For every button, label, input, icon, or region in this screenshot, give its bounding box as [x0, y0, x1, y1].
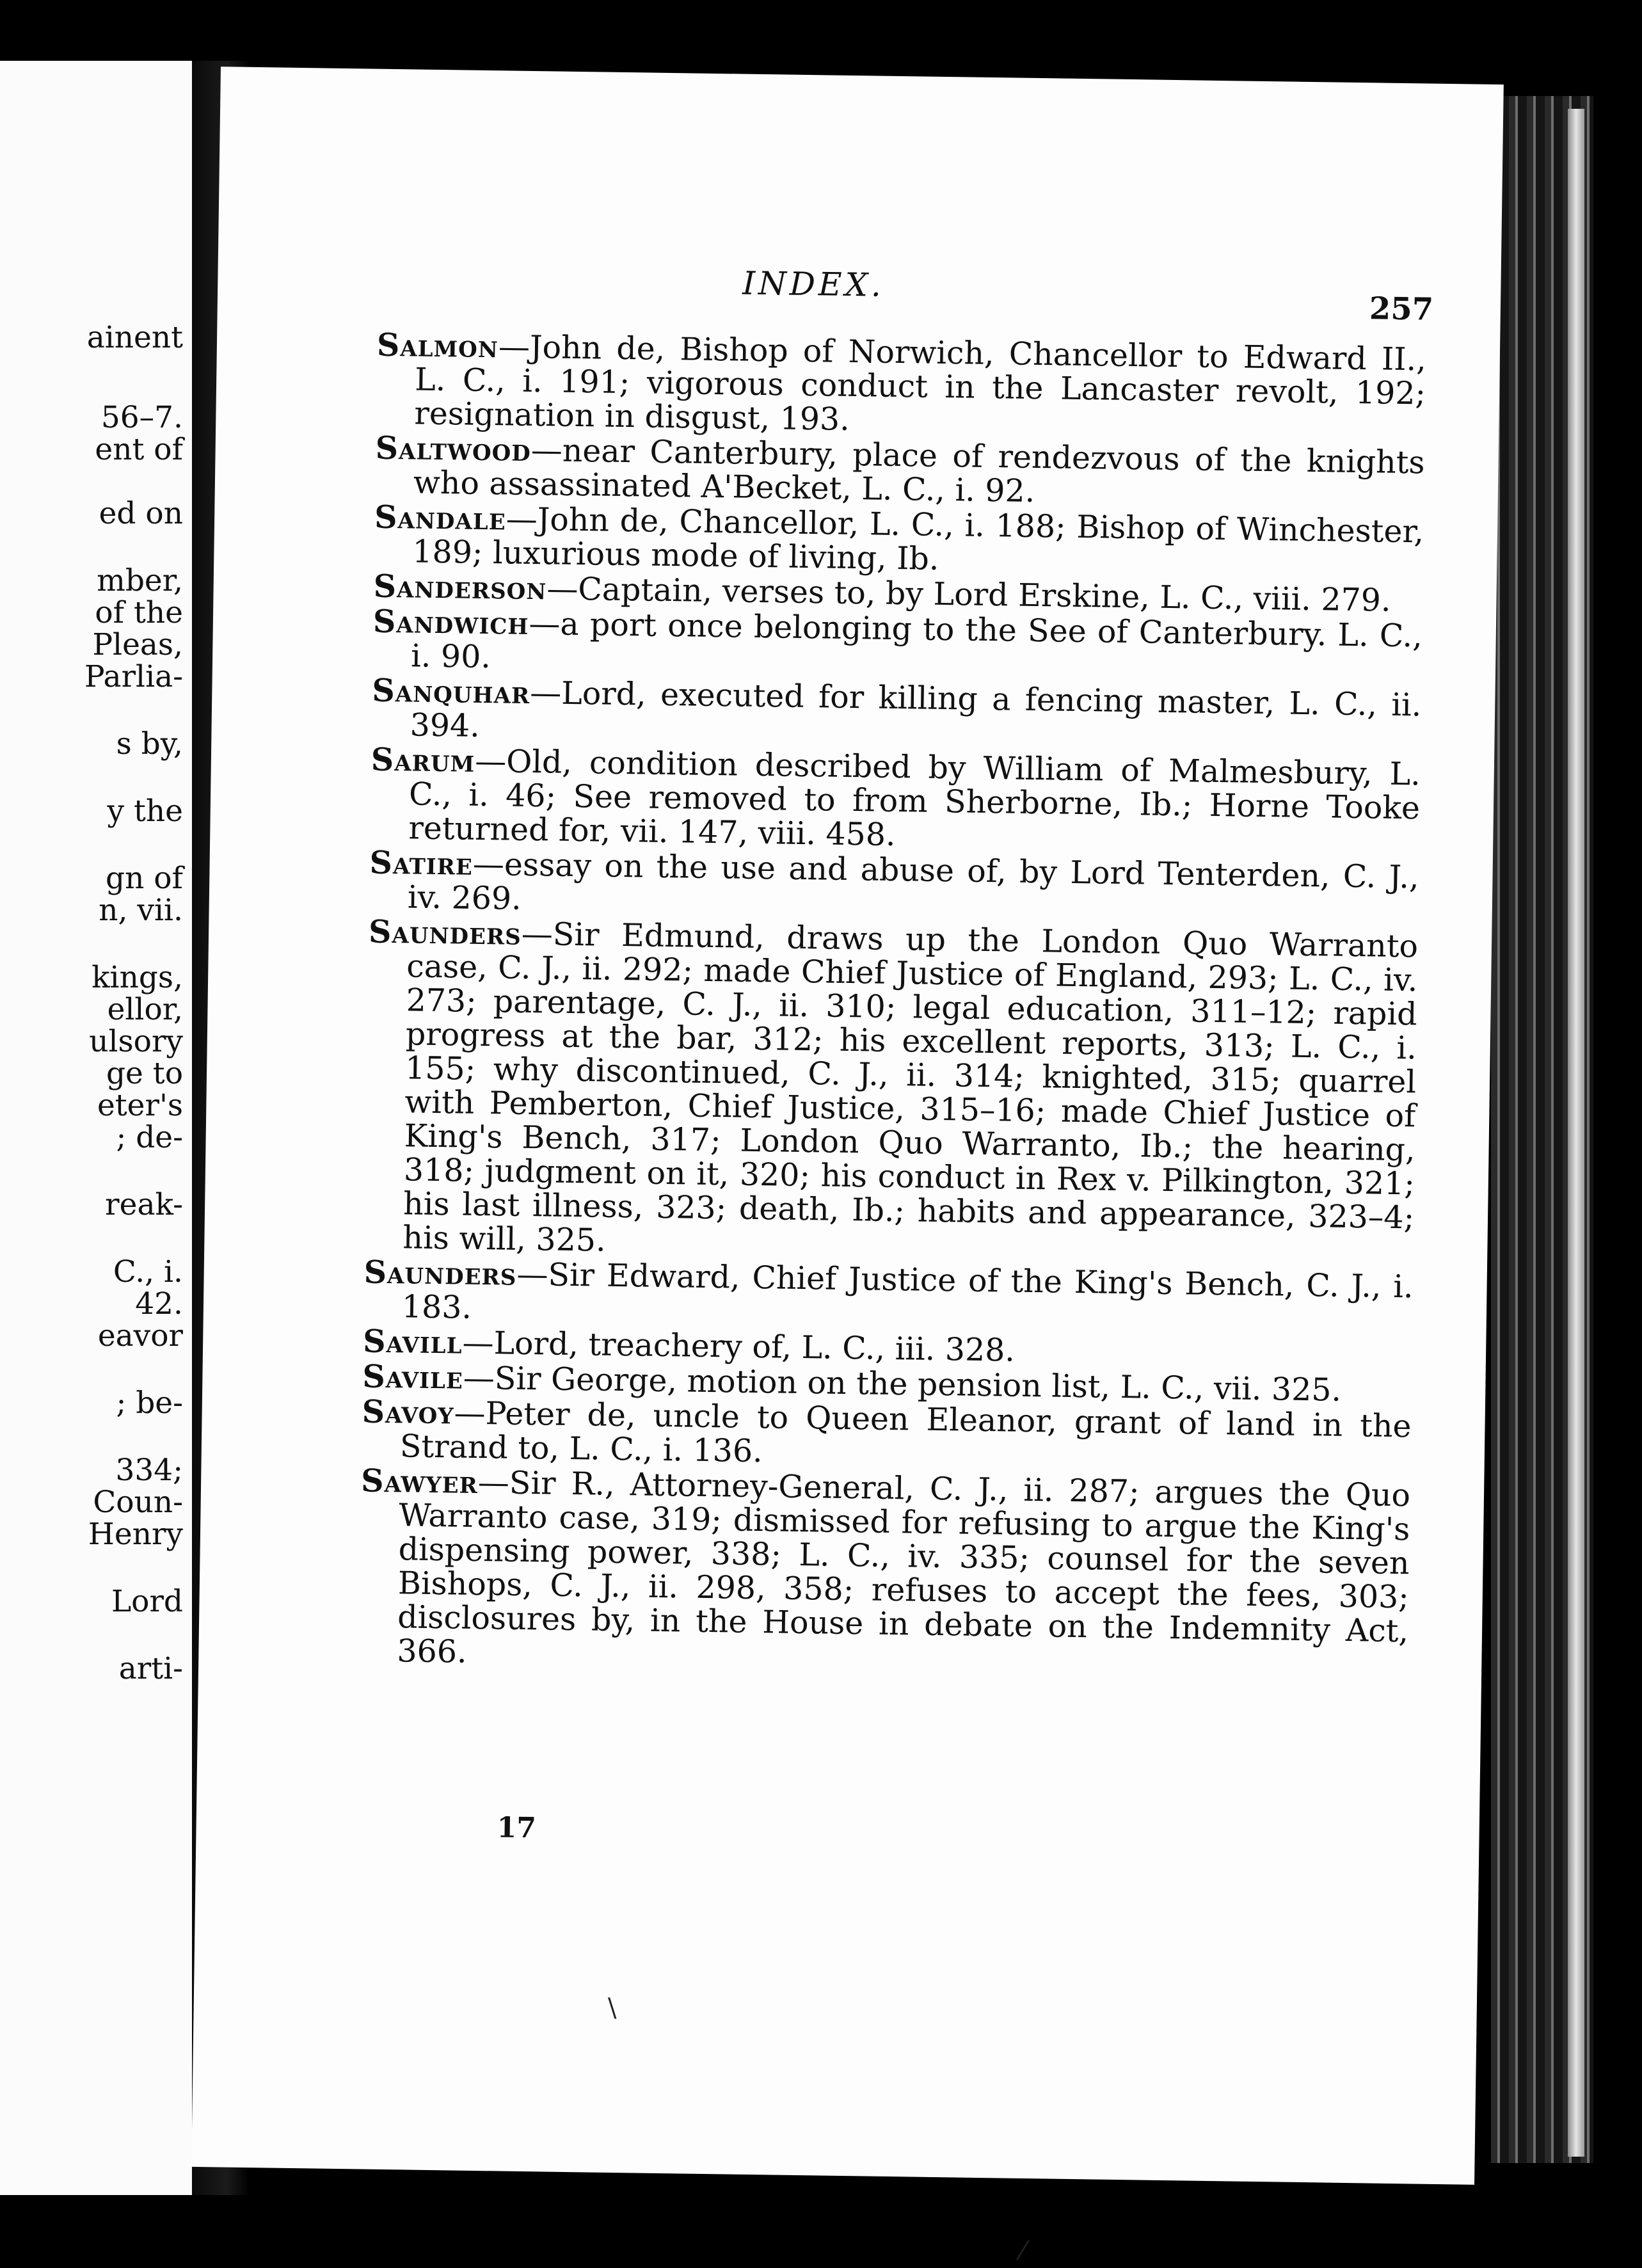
entry-text: —near Canterbury, place of rendezvous of the knights who assassinated A'Becket, L. C., i. 92. [413, 431, 1425, 509]
entry-text: —a port once belonging to the See of Canterbury. L. C., i. 90. [410, 605, 1423, 676]
left-page-fragment: Pleas, [92, 627, 183, 662]
left-page-fragment: arti- [118, 1651, 183, 1686]
left-page-fragment: ulsory [89, 1024, 183, 1059]
entry-heading: Salmon [376, 326, 499, 365]
index-entry [364, 915, 1418, 1269]
left-page-fragment: ; be- [116, 1386, 183, 1421]
left-page-fragment: C., i. [113, 1254, 183, 1290]
entry-heading: Sanderson [373, 567, 547, 607]
scan-speck-mark: \ [608, 1993, 617, 2023]
left-page-fragment: ; de- [116, 1120, 183, 1155]
index-entry [370, 740, 1421, 859]
left-page-fragment: Henry [88, 1517, 183, 1552]
left-page-fragment: 42. [135, 1286, 183, 1322]
entry-text: —Lord, executed for killing a fencing master, L. C., ii. 394. [410, 675, 1422, 744]
left-page-fragment: reak- [105, 1187, 183, 1222]
scan-speck-mark: ⁄ [1021, 2237, 1025, 2266]
entry-heading: Saunders [368, 913, 522, 952]
left-page-fragment: eter's [97, 1088, 183, 1123]
entry-text: —John de, Bishop of Norwich, Chancellor to Edward II., L. C., i. 191; vigorous conduct in the Lancaster revolt, 192; resignation in disgust, 193. [414, 328, 1427, 438]
left-page-fragment: mber, [97, 563, 183, 598]
left-facing-page [0, 61, 192, 2195]
page-number: 257 [1369, 291, 1434, 328]
index-entry [358, 1464, 1410, 1682]
left-page-fragment: ed on [99, 496, 183, 531]
left-page-fragment: of the [95, 595, 183, 630]
left-page-fragment: n, vii. [99, 893, 183, 928]
left-page-fragment: 56–7. [100, 400, 183, 435]
running-head: INDEX. [742, 264, 885, 304]
entry-heading: Saltwood [375, 429, 532, 468]
left-page-fragment: ellor, [107, 992, 183, 1027]
left-page-fragment: Parlia- [84, 659, 183, 694]
entry-text: —Old, condition described by William of Malmesbury, L. C., i. 46; See removed to from Sherborne, Ib.; Horne Tooke returned for, vii. 147, viii. 458. [408, 742, 1421, 854]
entry-text: —Lord, treachery of, L. C., iii. 328. [462, 1324, 1016, 1369]
entry-text: —Sir Edmund, draws up the London Quo Warranto case, C. J., ii. 292; made Chief Justice of England, 293; L. C., iv. 273; parentage, C. J., ii. 310; legal education, 311–12; rapid progress at the bar, 312; his excellent reports, 313; L. C., i. 155; why discontinued, C. J., ii. 314; knighted, 315; quarrel with Pemberton, Chief Justice, 315–16; made Chief Justice of King's Bench, 317; London Quo Warranto, Ib.; the hearing, 318; judgment on it, 320; his conduct in Rex v. Pilkington, 321; his last illness, 323; death, Ib.; habits and appearance, 323–4; his will, 325. [403, 915, 1419, 1259]
left-page-fragment: Lord [111, 1584, 183, 1619]
entry-text: —John de, Chancellor, L. C., i. 188; Bishop of Winchester, 189; luxurious mode of living, Ib. [412, 500, 1424, 577]
entry-text: —Sir R., Attorney-General, C. J., ii. 287; argues the Quo Warranto case, 319; dismissed for refusing to argue the King's dispensing power, 338; L. C., iv. 335; counsel for the seven Bishops, C. J., ii. 298, 358; refuses to accept the fees, 303; disclosures by, in the House in debate on the Indemnity Act, 366. [397, 1464, 1411, 1670]
entry-heading: Sandale [374, 498, 507, 538]
entry-heading: Sanquhar [372, 671, 530, 712]
left-page-fragment: Coun- [93, 1485, 183, 1520]
page-edge-highlight [1568, 109, 1584, 2157]
entry-heading: Sandwich [372, 602, 529, 642]
left-page-fragment: s by, [116, 726, 183, 762]
left-page-fragment: ainent [86, 320, 183, 355]
index-entries [358, 328, 1426, 1684]
entry-heading: Saunders [363, 1253, 517, 1293]
entry-heading: Savoy [362, 1393, 455, 1432]
entry-heading: Sawyer [360, 1462, 479, 1501]
index-entry [376, 328, 1426, 445]
signature-mark: 17 [497, 1811, 537, 1845]
entry-text: —essay on the use and abuse of, by Lord Tenterden, C. J., iv. 269. [407, 845, 1419, 917]
entry-heading: Savill [362, 1322, 463, 1361]
left-page-fragment: gn of [106, 861, 183, 896]
left-page-fragment: ent of [95, 432, 183, 467]
entry-text: —Captain, verses to, by Lord Erskine, L. C., viii. 279. [546, 570, 1391, 619]
index-page [191, 67, 1504, 2185]
entry-heading: Sarum [371, 740, 475, 779]
entry-heading: Satire [369, 843, 474, 882]
left-page-fragment: eavor [97, 1318, 183, 1354]
entry-text: —Peter de, uncle to Queen Eleanor, grant of land in the Strand to, L. C., i. 136. [399, 1394, 1412, 1470]
entry-text: —Sir Edward, Chief Justice of the King's Bench, C. J., i. 183. [401, 1256, 1414, 1326]
entry-text: —Sir George, motion on the pension list, L. C., vii. 325. [463, 1359, 1342, 1409]
entry-heading: Savile [362, 1357, 464, 1396]
left-page-fragment: kings, [92, 960, 183, 995]
left-page-fragment: y the [107, 794, 183, 829]
left-page-fragment: 334; [115, 1453, 183, 1488]
left-page-fragment: ge to [106, 1056, 183, 1091]
